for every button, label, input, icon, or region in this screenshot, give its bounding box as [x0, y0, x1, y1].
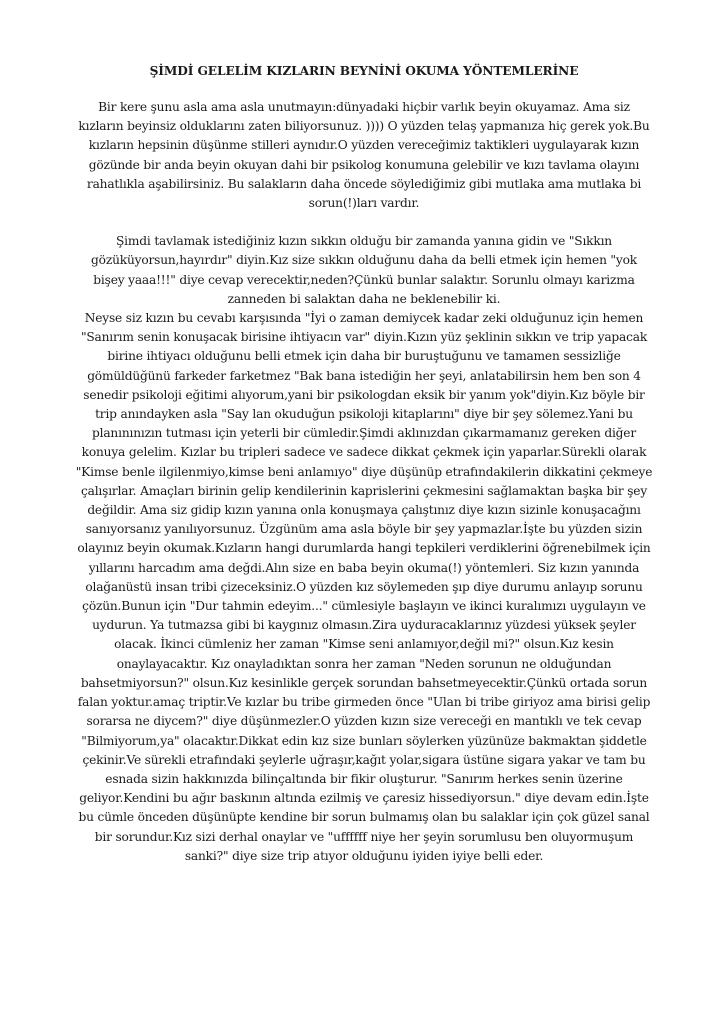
paragraph-gap: [74, 213, 654, 232]
paragraph-approach: Şimdi tavlamak istediğiniz kızın sıkkın olduğu bir zamanda yanına gidin ve "Sıkkın gözüküyorsun,hayırdır" diyin.Kız size sıkkın olduğunu daha da belli etmek için hemen "yok bişey yaaa!!!" diye cevap verecektir,neden?Çünkü bunlar salaktır. Sorunlu olmayı karizma zanneden bi salaktan daha ne beklenebilir ki.: [91, 234, 637, 306]
paragraph-method: Neyse siz kızın bu cevabı karşısında "İyi o zaman demiycek kadar zeki olduğunuz için hemen "Sanırım senin konuşacak birisine ihtiyacın var" diyin.Kızın yüz şeklinin sıkkın ve trip yapacak birine ihtiyacı olduğunu belli etmek için daha bir buruştuğunu ve tamamen sessizliğe gömüldüğünü farkeder farketmez "Bak bana istediğin her şeyi, anlatabilirsin hem ben son 4 senedir psikoloji eğitimi alıyorum,yani bir psikologdan eksik bir yanım yok"diyin.Kız böyle bir trip anındayken asla "Say lan okuduğun psikoloji kitaplarını" diye bir şey sölemez.Yani bu planınınızın tutması için yeterli bir cümledir.Şimdi aklınızdan çıkarmamanız gereken diğer konuya gelelim. Kızlar bu tripleri sadece ve sadece dikkat çekmek için yaparlar.Sürekli olarak "Kimse benle ilgilenmiyo,kimse beni anlamıyo" diye düşünüp etrafındakilerin dikkatini çekmeye çalışırlar. Amaçları birinin gelip kendilerinin kaprislerini çekmesini sağlamaktan başka bir şey değildir. Ama siz gidip kızın yanına onla konuşmaya çalıştınız diye kızın sizinle konuşacağını sanıyorsanız yanılıyorsunuz. Üzgünüm ama asla böyle bir şey yapmazlar.İşte bu yüzden sizin olayınız beyin okumak.Kızların hangi durumlarda hangi tepkileri verdiklerini öğrenebilmek için yıllarını harcadım ama değdi.Alın size en baba beyin okuma(!) yöntemleri. Siz kızın yanında olağanüstü insan tribi çizeceksiniz.O yüzden kız söylemeden şıp diye durumu anlayıp sorunu çözün.Bunun için "Dur tahmin edeyim..." cümlesiyle başlayın ve ikinci kuralımızı uygulayın ve uydurun. Ya tutmazsa gibi bi kaygınız olmasın.Zira uyduracaklarınız yüzdesi yüksek şeyler olacak. İkinci cümleniz her zaman "Kimse seni anlamıyor,değil mi?" olsun.Kız kesin onaylayacaktır. Kız onayladıktan sonra her zaman "Neden sorunun ne olduğundan bahsetmiyorsun?" olsun.Kız kesinlikle gerçek sorundan bahsetmeyecektir.Çünkü ortada sorun falan yoktur.amaç triptir.Ve kızlar bu tribe girmeden önce "Ulan bi tribe giriyoz ama birisi gelip sorarsa ne diycem?" diye düşünmezler.O yüzden kızın size vereceği en mantıklı ve tek cevap "Bilmiyorum,ya" olacaktır.Dikkat edin kız size bunları söylerken yüzünüze bakmaktan şiddetle çekinir.Ve sürekli etrafındaki şeylerle uğraşır,kağıt yolar,sigara üstüne sigara yakar ve tam bu esnada sizin hakkınızda bilinçaltında bir fikir oluşturur. "Sanırım herkes senin üzerine geliyor.Kendini bu ağır baskının altında ezilmiş ve çaresiz hissediyorsun." diye devam edin.İşte bu cümle önceden düşünüpte kendine bir sorun bulmamış olan bu salaklar için çok güzel sanal bir sorundur.Kız sizi derhal onaylar ve "uffffff niye her şeyin sorumlusu ben oluyormuşum sanki?" diye size trip atıyor olduğunu iyiden iyiye belli eder.: [75, 311, 653, 863]
document-title: ŞİMDİ GELELİM KIZLARIN BEYNİNİ OKUMA YÖNTEMLERİNE: [149, 64, 579, 78]
paragraph-intro: Bir kere şunu asla ama asla unutmayın:dünyadaki hiçbir varlık beyin okuyamaz. Ama siz kızların beyinsiz olduklarını zaten biliyorsunuz. )))) O yüzden telaş yapmanıza hiç gerek yok.Bu kızların hepsinin düşünme stilleri aynıdır.O yüzden vereceğimiz taktikleri uygulayarak kızın gözünde bir anda beyin okuyan dahi bir psikolog konumuna gelebilir ve kızı tavlama olayını rahatlıkla aşabilirsiniz. Bu salakların daha öncede söylediğimiz gibi mutlaka ama mutlaka bi sorun(!)ları vardır.: [78, 100, 650, 211]
